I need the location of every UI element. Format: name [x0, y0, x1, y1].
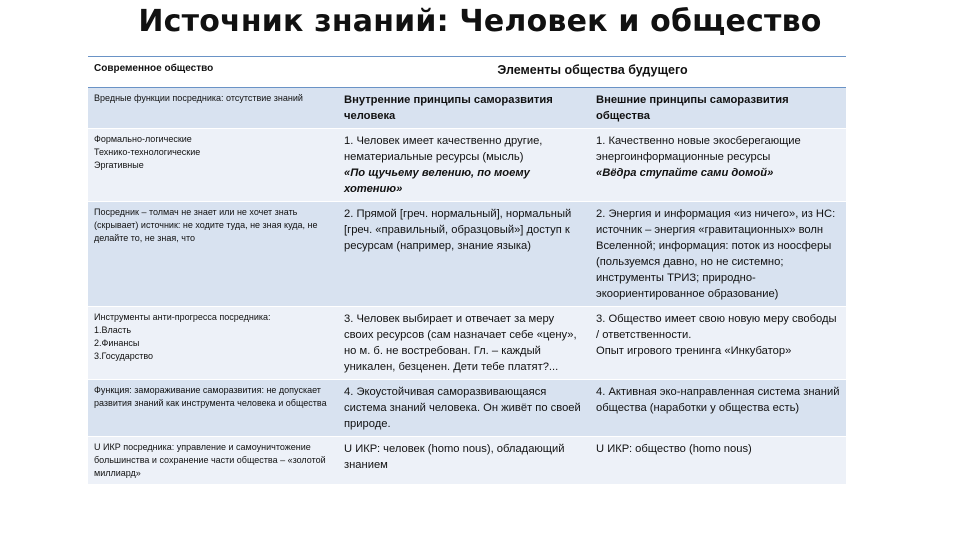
row1-col2: 1. Человек имеет качественно другие, нематериальные ресурсы (мысль) «По щучьему велению, по моему хотению»	[338, 129, 590, 202]
row1-col2-quote: «По щучьему велению, по моему хотению»	[344, 167, 530, 195]
row2-col2: 2. Прямой [греч. нормальный], нормальный [греч. «правильный, образцовый»] доступ к ресурсам (например, знание языка)	[338, 202, 590, 307]
row3-col3: 3. Общество имеет свою новую меру свободы / ответственности. Опыт игрового тренинга «Инкубатор»	[590, 307, 846, 380]
header-future-society: Элементы общества будущего	[338, 57, 846, 88]
header-modern-society: Современное общество	[88, 57, 338, 88]
slide-title: Источник знаний: Человек и общество	[138, 4, 822, 39]
table-row	[88, 437, 846, 485]
table-row	[88, 129, 846, 202]
row2-col1: Посредник – толмач не знает или не хочет знать (скрывает) источник: не ходите туда, не зная куда, не делайте то, не зная, что	[88, 202, 338, 307]
row4-col3: 4. Активная эко-направленная система знаний общества (наработки у общества есть)	[590, 380, 846, 437]
row4-col2: 4. Экоустойчивая саморазвивающаяся система знаний человека. Он живёт по своей природе.	[338, 380, 590, 437]
row5-col3: U ИКР: общество (homo nous)	[590, 437, 846, 485]
row1-col1: Формально-логические Технико-технологические Эргативные	[88, 129, 338, 202]
row2-col3: 2. Энергия и информация «из ничего», из НС: источник – энергия «гравитационных» волн Вселенной; информация: поток из ноосферы (пользуемся давно, но не системно; инструменты ТРИЗ; природно-экоориентированное образование)	[590, 202, 846, 307]
table-subheader-row	[88, 88, 846, 129]
cell-harmful-functions: Вредные функции посредника: отсутствие знаний	[88, 88, 338, 129]
row3-col1: Инструменты анти-прогресса посредника: 1.Власть 2.Финансы 3.Государство	[88, 307, 338, 380]
row5-col1: U ИКР посредника: управление и самоуничтожение большинства и сохранение части общества – «золотой миллиард»	[88, 437, 338, 485]
table-row	[88, 380, 846, 437]
comparison-table	[88, 56, 846, 485]
table-row	[88, 307, 846, 380]
cell-internal-principles: Внутренние принципы саморазвития человека	[338, 88, 590, 129]
row5-col2: U ИКР: человек (homo nous), обладающий знанием	[338, 437, 590, 485]
table-header-row	[88, 57, 846, 88]
row1-col3-quote: «Вёдра ступайте сами домой»	[596, 167, 774, 179]
row1-col3: 1. Качественно новые экосберегающие энергоинформационные ресурсы «Вёдра ступайте сами домой»	[590, 129, 846, 202]
cell-external-principles: Внешние принципы саморазвития общества	[590, 88, 846, 129]
row4-col1: Функция: замораживание саморазвития: не допускает развития знаний как инструмента человека и общества	[88, 380, 338, 437]
table-row	[88, 202, 846, 307]
row3-col2: 3. Человек выбирает и отвечает за меру своих ресурсов (сам назначает себе «цену», но м. б. не востребован. Гл. – каждый уникален, безценен. Дети тебе платят?...	[338, 307, 590, 380]
